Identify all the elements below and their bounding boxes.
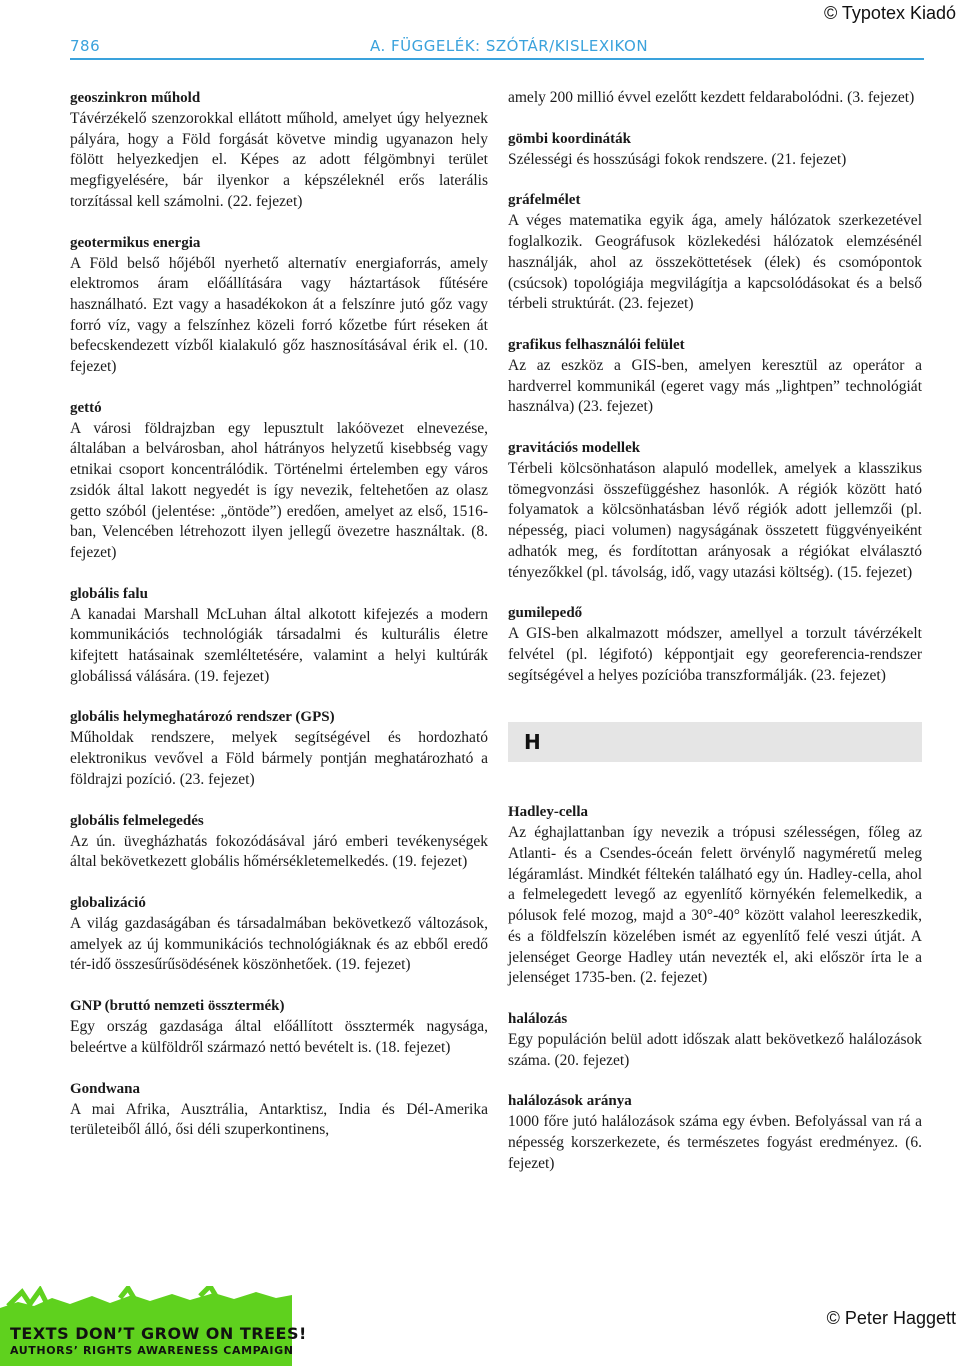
entry-definition: Egy ország gazdasága által előállított össztermék nagysága, beleértve a külföldről származó nettó bevételt is. (18. fejezet) [70, 1018, 488, 1056]
page-number: 786 [70, 37, 101, 55]
header-rule [70, 58, 924, 60]
chapter-title: A. FÜGGELÉK: SZÓTÁR/KISLEXIKON [370, 37, 649, 55]
glossary-entry [70, 584, 488, 688]
glossary-entry [508, 603, 922, 686]
stamp-slogan: TEXTS DON’T GROW ON TREES! [10, 1324, 307, 1343]
entry-definition: A világ gazdaságában és társadalmában bekövetkező változások, amelyek az új kommunikációs technológiáknak és az ebből eredő tér-idő összesűrűsödésének köszönhetőek. (19. fejezet) [70, 914, 488, 974]
entry-term: geotermikus energia [70, 234, 201, 251]
glossary-entry [508, 1091, 922, 1174]
entry-definition: Az az eszköz a GIS-ben, amelyen keresztül az operátor a hardverrel kommunikál (egeret vagy más „lightpen” technológiát használva) (23. fejezet) [508, 356, 922, 416]
publisher-copyright: © Typotex Kiadó [823, 3, 956, 23]
glossary-entry [508, 335, 922, 418]
glossary-entry [508, 438, 922, 583]
entry-definition: Műholdak rendszere, melyek segítségével és hordozható elektronikus vevővel a Föld bármely pontján meghatározható a földrajzi pozíció. (23. fejezet) [70, 729, 488, 788]
entry-definition: A kanadai Marshall McLuhan által alkotott kifejezés a modern kommunikációs technológiák társadalmi és kulturális életre kifejtett hatásainak szemléltetésére, valamint a helyi kultúrák globálissá válására. (19. fejezet) [70, 605, 488, 685]
entry-definition: Egy populáción belül adott időszak alatt bekövetkező halálozások száma. (20. fejezet) [508, 1030, 922, 1069]
entry-definition: Távérzékelő szenzorokkal ellátott műhold, amelyet úgy helyeznek pályára, hogy a Föld forgását követve mindig ugyanazon hely fölött helyezkedjen el. Képes az adott félgömbnyi terület megfigyelésére, bár ilyenkor a képszéleknél erős laterális torzítással kell számolni. (22. fejezet) [70, 110, 488, 210]
glossary-entry [70, 88, 488, 213]
entry-term: Gondwana [70, 1080, 141, 1097]
entry-term: globális helymeghatározó rendszer (GPS) [70, 709, 335, 726]
entry-definition: Az ún. üvegházhatás fokozódásával járó emberi tevékenységek által bekövetkezett globális hőmérsékletemelkedés. (19. fejezet) [70, 832, 488, 871]
entry-term: gráfelmélet [508, 192, 581, 209]
entry-term: GNP (bruttó nemzeti össztermék) [70, 998, 285, 1015]
entry-definition: A véges matematika egyik ága, amely hálózatok szerkezetével foglalkozik. Geográfusok közlekedési hálózatok elemzésénél használják, ahol az összeköttetések (élek) és csomópontok (csúcsok) topológiája megvilágítja a kapcsolódásokat és a belső térbeli struktúrát. (23. fejezet) [508, 212, 922, 313]
section-heading [508, 722, 922, 762]
awareness-campaign-stamp [0, 1286, 307, 1366]
glossary-entry [70, 893, 488, 976]
entry-term: gumilepedő [508, 605, 583, 622]
entry-definition: A GIS-ben alkalmazott módszer, amellyel a torzult távérzékelt felvétel (pl. légifotó) képpontjait egy georeferencia-rendszer segítségével a helyes pozícióba transzformálják. (23. fejezet) [508, 625, 922, 684]
entry-term: globális felmelegedés [70, 812, 204, 829]
entry-term: globalizáció [70, 894, 146, 911]
entry-term: grafikus felhasználói felület [508, 336, 685, 353]
entry-definition: A városi földrajzban egy lepusztult lakóövezet elnevezése, általában a belvárosban, ahol hátrányos helyzetű kisebbség vagy etnikai csoport koncentrálódik. Történelmi értelemben egy város zsidók által lakott negyedét is így nevezik, feltehetően az olasz getto szóból (jelentése: „öntöde”) eredően, amelyet az első, 1516-ban, Velencében létrehozott ilyen jellegű övezetre használtak. (8. fejezet) [70, 419, 488, 561]
entry-continuation: amely 200 millió évvel ezelőtt kezdett feldarabolódni. (3. fejezet) [508, 89, 915, 106]
glossary-entry [508, 129, 922, 171]
entry-term: gömbi koordináták [508, 130, 631, 147]
entry-definition: Szélességi és hosszúsági fokok rendszere. (21. fejezet) [508, 150, 847, 168]
entry-term: halálozás [508, 1010, 568, 1027]
entry-definition: Térbeli kölcsönhatáson alapuló modellek, amelyek a klasszikus tömegvonzási összefüggéshez hasonlók. A régiók között ható folyamatok a kölcsönhatásban lévő régiók adott jellemzői (pl. népesség, piaci volumen) nagyságának összetett függvényeiként adhatók meg, és fordítottan arányosak a régiókat elválasztó tényezőkkel (pl. távolság, idő, vagy utazási költség). (15. fejezet) [508, 460, 922, 581]
left-column [70, 88, 488, 1161]
entry-definition: A mai Afrika, Ausztrália, Antarktisz, India és Dél-Amerika területeiből álló, ősi déli szuperkontinens, [70, 1100, 488, 1139]
entry-term: gravitációs modellek [508, 440, 641, 457]
entry-term: gettó [70, 399, 102, 416]
glossary-entry [70, 1079, 488, 1141]
glossary-entry [70, 996, 488, 1058]
glossary-entry [70, 398, 488, 564]
entry-definition: A Föld belső hőjéből nyerhető alternatív energiaforrás, amely elektromos áram előállítására vagy háztartások fűtésére használható. Ezt vagy a hasadékokon át a felszínre jutó gőz vagy forró víz, vagy a felszínhez közeli forró kőzetbe fúrt réseken át befecskendezett vízből kialakuló gőz hasznosításával érik el. (10. fejezet) [70, 254, 488, 376]
page-header [70, 30, 924, 60]
entry-term: globális falu [70, 585, 148, 602]
entry-definition: Az éghajlattanban így nevezik a trópusi szélességen, főleg az Atlanti- és a Csendes-óceán felett örvénylő nagyméretű meleg légáramlást. Mindkét féltekén található egy ún. Hadley-cella, ahol a felmelegedett levegő az egyenlítő környékén felemelkedik, a pólusok felé mozog, majd a 30°-40° között valahol leereszkedik, és a földfelszín közelében ismét az egyenlítő felé veszi útját. A jelenséget George Hadley után nevezték el, aki először írta le a jelenséget 1735-ben. (2. fejezet) [508, 824, 922, 987]
author-copyright: © Peter Haggett [826, 1308, 956, 1328]
right-column [508, 88, 922, 1195]
glossary-entry [508, 190, 922, 315]
stamp-subtitle: AUTHORS’ RIGHTS AWARENESS CAMPAIGN [10, 1344, 294, 1357]
entry-term: halálozások aránya [508, 1093, 632, 1110]
section-letter: H [524, 730, 541, 755]
entry-term: geoszinkron műhold [70, 90, 201, 106]
entry-term: Hadley-cella [508, 804, 588, 821]
glossary-entry [70, 811, 488, 873]
glossary-entry [70, 707, 488, 790]
entry-definition: 1000 főre jutó halálozások száma egy évben. Befolyással van rá a népesség korszerkezete, és természetes fogyást eredményez. (6. fejezet) [508, 1113, 922, 1172]
glossary-entry [508, 1009, 922, 1071]
glossary-entry [70, 233, 488, 378]
glossary-entry [508, 802, 922, 989]
